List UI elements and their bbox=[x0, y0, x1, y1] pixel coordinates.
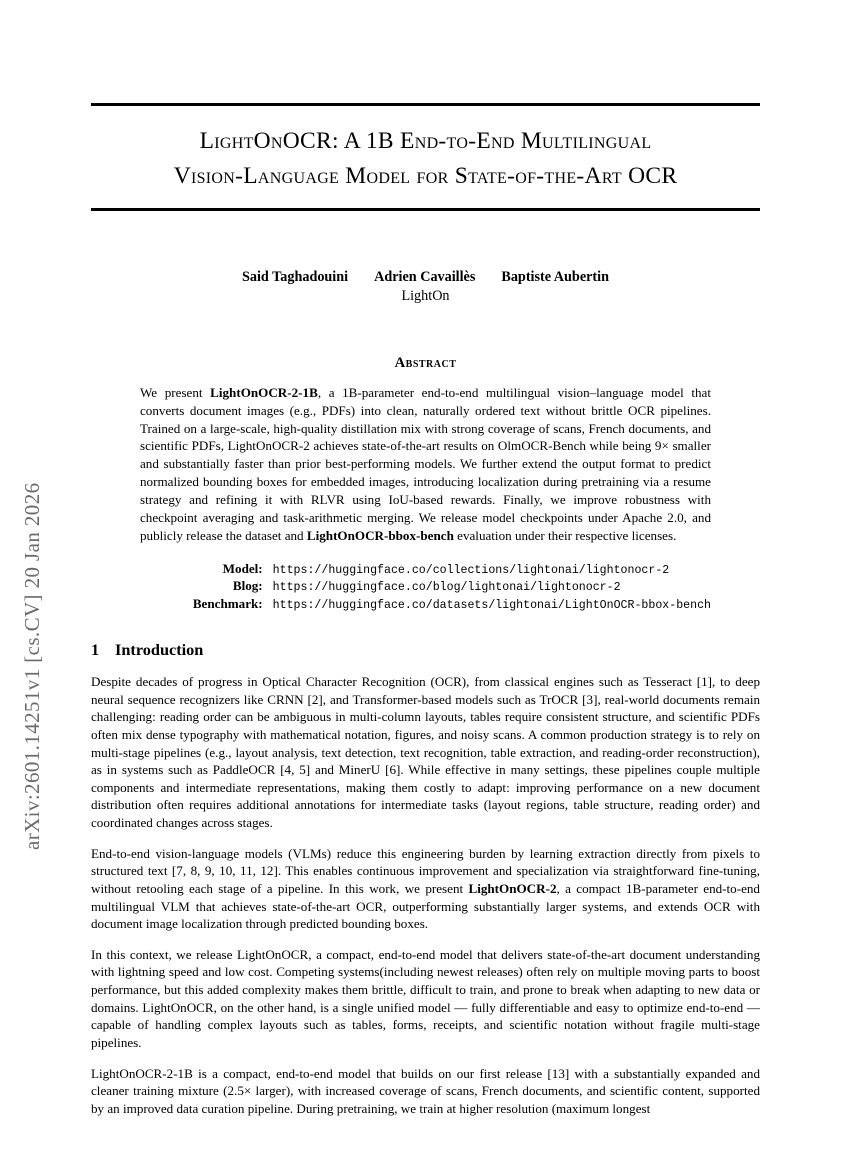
abstract-segment: , a 1B-parameter end-to-end multilingual vision–language model that converts document images (e.g., PDFs) into clean, naturally ordered text without brittle OCR pipelines. Trained on a large-scale, high-quality distillation mix with strong coverage of scans, French documents, and scientific PDFs, LightOnOCR-2 achieves state-of-the-art results on OlmOCR-Bench while being 9× smaller and substantially faster than prior best-performing models. We further extend the output format to predict normalized bounding boxes for embedded images, introducing localization during pretraining via a resume strategy and refining it with RLVR using IoU-based rewards. Finally, we improve robustness with checkpoint averaging and task-arithmetic merging. We release model checkpoints under Apache 2.0, and publicly release the dataset and bbox=[140, 384, 711, 543]
arxiv-identifier-stamp bbox=[0, 0, 64, 1150]
link-row-benchmark bbox=[140, 596, 711, 614]
abstract-text bbox=[140, 384, 711, 545]
paper-title bbox=[91, 106, 760, 208]
paragraph bbox=[91, 845, 760, 933]
link-url-benchmark[interactable]: https://huggingface.co/datasets/lightonai/LightOnOCR-bbox-bench bbox=[272, 598, 711, 612]
title-rule-bottom bbox=[91, 208, 760, 211]
abstract-section bbox=[140, 355, 711, 613]
abstract-bench-name: LightOnOCR-bbox-bench bbox=[306, 527, 454, 543]
introduction-body bbox=[91, 673, 760, 1117]
paragraph: LightOnOCR-2-1B is a compact, end-to-end model that builds on our first release [13] with a substantially expanded and cleaner training mixture (2.5× larger), with increased coverage of scans, French documents, and scientific content, supported by an improved data curation pipeline. During pretraining, we train at higher resolution (maximum longest bbox=[91, 1065, 760, 1116]
author-name: Said Taghadouini bbox=[242, 268, 349, 285]
abstract-heading: Abstract bbox=[394, 354, 457, 371]
abstract-segment: We present bbox=[140, 384, 211, 400]
section-heading-introduction bbox=[91, 640, 760, 660]
paragraph: Despite decades of progress in Optical Character Recognition (OCR), from classical engines such as Tesseract [1], to deep neural sequence recognizers like CRNN [2], and Transformer-based models such as TrOCR [3], real-world documents remain challenging: reading order can be ambiguous in multi-column layouts, tables require consistent structure, and scientific PDFs often mix dense typography with mathematical notation, figures, and noisy scans. A common production strategy is to rely on multi-stage pipelines (e.g., layout analysis, text detection, text recognition, table extraction, and reading-order reconstruction), as in systems such as PaddleOCR [4, 5] and MinerU [6]. While effective in many settings, these pipelines couple multiple components and intermediate representations, making them costly to adapt: improving performance on a new document distribution often requires additional annotations for intermediate tasks (layout regions, table structure, reading order) and coordinated changes across stages. bbox=[91, 674, 760, 830]
paper-page bbox=[91, 0, 760, 1150]
section-title: Introduction bbox=[115, 640, 204, 660]
title-line-1: LightOnOCR: A 1B End-to-End Multilingual bbox=[199, 128, 652, 154]
paragraph: In this context, we release LightOnOCR, a compact, end-to-end model that delivers state-of-the-art document understanding with lightning speed and low cost. Competing systems(including newest releases) often rely on multiple moving parts to boost performance, but this added complexity makes them brittle, difficult to train, and prone to break when adapting to new data or domains. LightOnOCR, on the other hand, is a single unified model — fully differentiable and easy to optimize end-to-end — capable of handling complex layouts such as tables, forms, receipts, and scientific notation without fragile multi-stage pipelines. bbox=[91, 946, 760, 1050]
paragraph-segment: End-to-end vision-language models (VLMs) reduce this engineering burden by learning extraction directly from pixels to structured text [7, 8, 9, 10, 11, 12]. This enables continuous improvement and specialization via straightforward fine-tuning, without retooling each stage of a pipeline. In this work, we present bbox=[91, 845, 760, 896]
resource-links-table bbox=[140, 561, 711, 614]
author-names bbox=[91, 268, 760, 287]
link-label-blog: Blog: bbox=[232, 578, 263, 594]
link-row-model bbox=[140, 561, 711, 579]
paragraph-segment: , a compact 1B-parameter end-to-end multilingual VLM that achieves state-of-the-art OCR, outperforming substantially larger systems, and extends OCR with document image localization through predicted bounding boxes. bbox=[91, 880, 760, 932]
section-introduction bbox=[91, 640, 760, 1117]
author-affiliation: LightOn bbox=[401, 287, 450, 304]
author-name: Adrien Cavaillès bbox=[374, 268, 476, 285]
link-label-model: Model: bbox=[222, 560, 263, 576]
abstract-segment: evaluation under their respective licenses. bbox=[453, 527, 677, 543]
abstract-model-name: LightOnOCR-2-1B bbox=[210, 384, 318, 400]
author-name: Baptiste Aubertin bbox=[501, 268, 609, 285]
paragraph-model-name: LightOnOCR-2 bbox=[468, 880, 557, 896]
link-url-blog[interactable]: https://huggingface.co/blog/lightonai/lightonocr-2 bbox=[272, 581, 621, 595]
link-row-blog bbox=[140, 578, 711, 596]
link-url-model[interactable]: https://huggingface.co/collections/lightonai/lightonocr-2 bbox=[272, 563, 670, 577]
author-block bbox=[91, 268, 760, 306]
section-number: 1 bbox=[91, 640, 100, 660]
arxiv-identifier-text: arXiv:2601.14251v1 [cs.CV] 20 Jan 2026 bbox=[19, 482, 44, 850]
title-line-2: Vision-Language Model for State-of-the-Art OCR bbox=[173, 162, 678, 189]
link-label-benchmark: Benchmark: bbox=[192, 595, 263, 611]
